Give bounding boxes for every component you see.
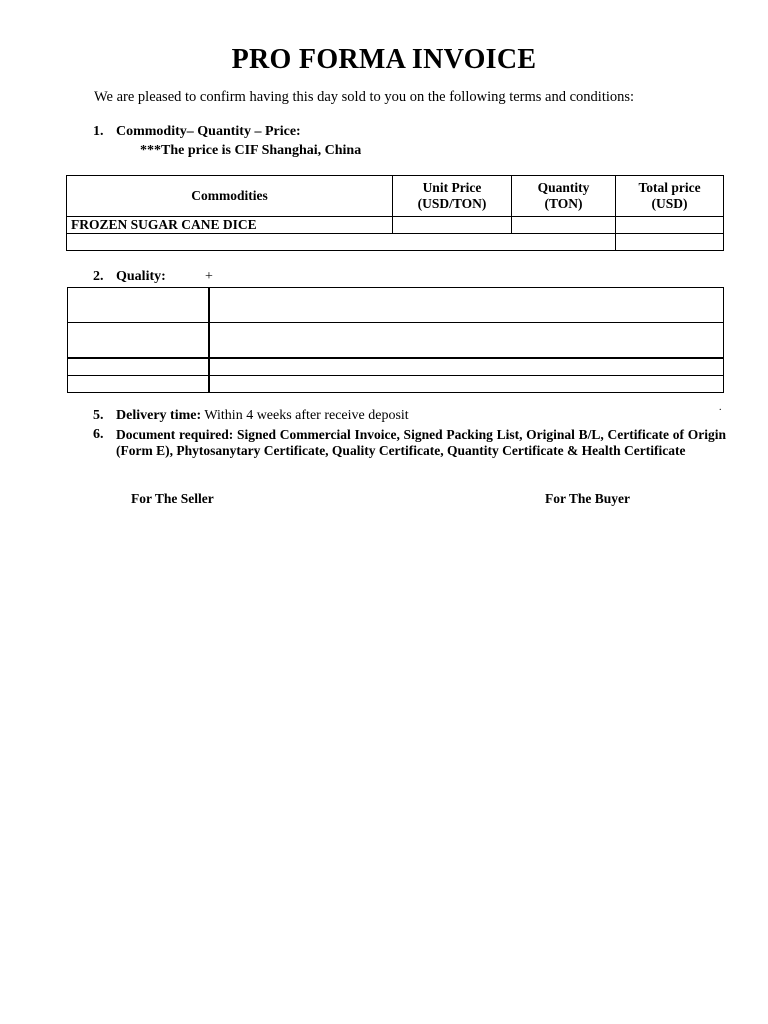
delivery-time-label: Delivery time:	[116, 408, 202, 423]
quality-table	[67, 287, 724, 393]
delivery-time	[116, 408, 409, 424]
table-row	[67, 217, 724, 234]
header-total-line1: Total price	[638, 180, 701, 195]
quality-row	[68, 376, 724, 393]
header-quantity-line2: (TON)	[544, 196, 583, 211]
buyer-signature-label: For The Buyer	[545, 491, 631, 506]
commodities-table	[66, 175, 724, 251]
quality-value-cell	[209, 358, 724, 376]
section-1-heading: Commodity– Quantity – Price:	[116, 124, 301, 139]
grand-total-cell	[616, 234, 724, 251]
intro-text: We are pleased to confirm having this day sold to you on the following terms and conditions:	[94, 89, 635, 105]
page-title: PRO FORMA INVOICE	[231, 44, 537, 75]
section-2-heading: Quality:	[116, 269, 166, 284]
quality-label-cell	[68, 376, 210, 393]
delivery-time-value: Within 4 weeks after receive deposit	[201, 408, 409, 423]
section-1-number: 1.	[93, 124, 104, 139]
documents-required	[116, 427, 726, 459]
header-unit-price-line2: (USD/TON)	[417, 196, 487, 211]
documents-required-label: Document required:	[116, 427, 234, 442]
header-total-line2: (USD)	[651, 196, 688, 211]
unit-price-cell	[393, 217, 512, 234]
header-quantity	[512, 176, 616, 217]
total-price-cell	[616, 217, 724, 234]
quality-label-cell	[68, 358, 210, 376]
table-row-total	[67, 234, 724, 251]
quality-label-cell	[68, 288, 210, 323]
header-quantity-line1: Quantity	[537, 180, 590, 195]
commodity-cell: FROZEN SUGAR CANE DICE	[67, 217, 393, 234]
quality-value-cell	[209, 376, 724, 393]
documents-required-value: Signed Commercial Invoice, Signed Packing List, Original B/L, Certificate of Origin (Form E), Phytosanytary Certificate, Quality Certificate, Quantity Certificate & Health Certificate	[116, 427, 726, 458]
quality-value-cell	[209, 323, 724, 359]
section-6-number: 6.	[93, 427, 104, 442]
seller-signature-label: For The Seller	[131, 491, 214, 506]
quality-row	[68, 288, 724, 323]
quality-value-cell	[209, 288, 724, 323]
section-2-number: 2.	[93, 269, 104, 284]
header-unit-price-line1: Unit Price	[422, 180, 482, 195]
price-note: ***The price is CIF Shanghai, China	[140, 143, 362, 158]
quality-row	[68, 358, 724, 376]
quality-label-cell	[68, 323, 210, 359]
section-5-number: 5.	[93, 408, 104, 423]
quality-row	[68, 323, 724, 359]
header-total-price	[616, 176, 724, 217]
header-unit-price	[393, 176, 512, 217]
stray-mark: .	[719, 402, 722, 413]
empty-merged-cell	[67, 234, 616, 251]
quality-marker: +	[205, 269, 213, 284]
header-commodities: Commodities	[67, 176, 393, 217]
quantity-cell	[512, 217, 616, 234]
commodities-header-row	[67, 176, 724, 217]
